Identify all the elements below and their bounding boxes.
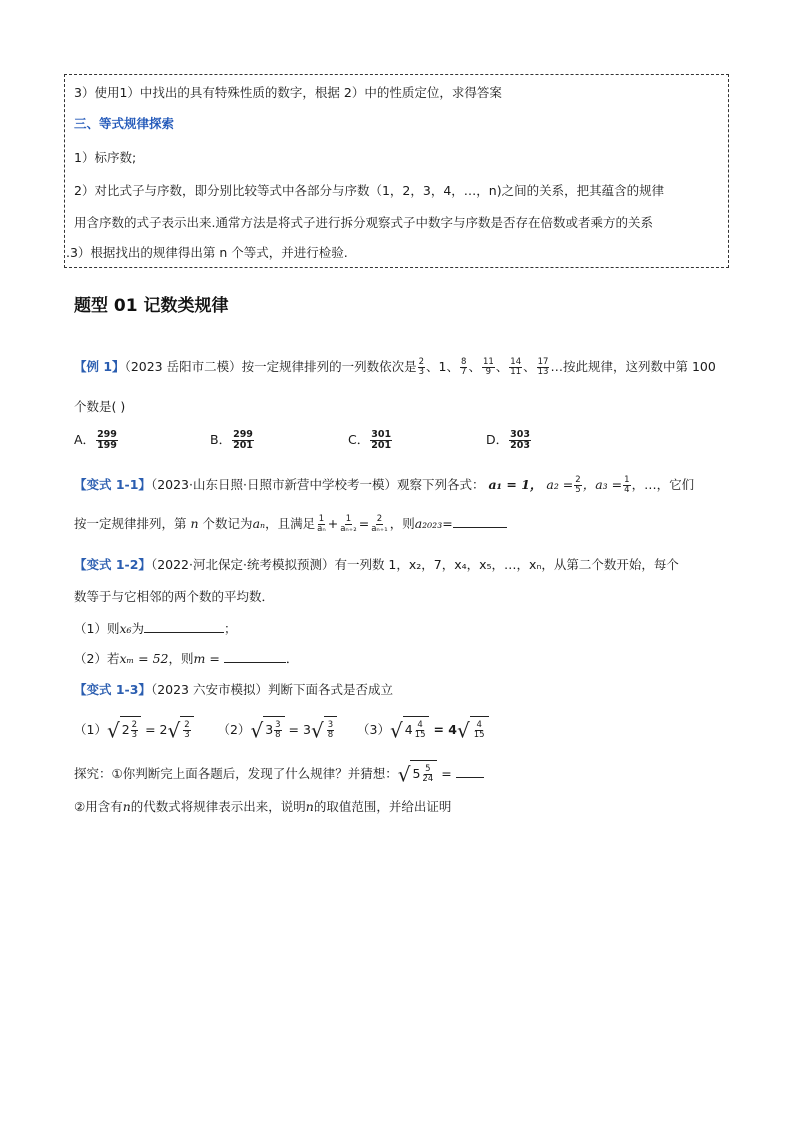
ex1-frac-4: $\frac{11}{9}$	[482, 357, 494, 377]
ex1-option-c: C． $\frac{301}{201}$	[348, 429, 392, 451]
var12-line-2: 数等于与它相邻的两个数的平均数．	[74, 589, 275, 604]
ex1-line-2: 个数是( )	[74, 399, 126, 414]
ex1-frac-5: $\frac{14}{11}$	[510, 357, 522, 377]
var13-item-2: （2）√ 3 $\frac{3}{8}$ = 3√ $\frac{3}{8}$	[217, 722, 337, 737]
method-box	[64, 74, 729, 268]
var11-tag: 【变式 1-1】	[74, 477, 151, 492]
ex1-tag: 【例 1】	[74, 359, 125, 374]
section-title: 题型 01 记数类规律	[74, 296, 229, 316]
var12-tag: 【变式 1-2】	[74, 557, 151, 572]
box-heading-3: 三、等式规律探索	[74, 116, 175, 131]
ex1-option-b: B． $\frac{299}{201}$	[210, 429, 253, 451]
var13-explore-blank	[456, 766, 484, 778]
ex1-frac-1: $\frac{2}{3}$	[418, 357, 425, 377]
var12-line-1: 【变式 1-2】（2022·河北保定·统考模拟预测）有一列数 1，x₂，7，x₄，x₅，…，xₙ，从第二个数开始，每个	[74, 557, 679, 572]
var11-a1: a₁ = 1，	[488, 477, 543, 492]
var13-line-1: 【变式 1-3】（2023 六安市模拟）判断下面各式是否成立	[74, 682, 393, 697]
var11-answer-blank	[453, 516, 507, 528]
ex1-line-1: 【例 1】（2023 岳阳市二模）按一定规律排列的一列数依次是 $\frac{2}{3}$ 、1、 $\frac{8}{7}$ 、 $\frac{11}{9}$ 、 $\frac{14}{11}$ 、 $\frac{17}{13}$ …按此规律，这列数中第 100	[74, 357, 716, 377]
var11-line-1: 【变式 1-1】（2023·山东日照·日照市新营中学校考一模）观察下列各式： a₁ = 1， a₂ = $\frac{2}{5}$ ，a₃ = $\frac{1}{4}$ ，…，它们	[74, 475, 695, 495]
box-step-2b: 用含序数的式子表示出来.通常方法是将式子进行拆分观察式子中数字与序数是否存在倍数或者乘方的关系	[74, 215, 653, 230]
box-step-1: 1）标序数;	[74, 150, 137, 165]
var13-q2: ②用含有n的代数式将规律表示出来，说明n的取值范围，并给出证明	[74, 799, 452, 814]
box-step-2a: 2）对比式子与序数，即分别比较等式中各部分与序数（1，2，3，4，…，n)之间的关系，把其蕴含的规律	[74, 183, 665, 198]
var13-tag: 【变式 1-3】	[74, 682, 151, 697]
ex1-frac-3: $\frac{8}{7}$	[461, 357, 467, 377]
var11-line-2: 按一定规律排列，第 n 个数记为aₙ，且满足 $\frac{1}{\text{aₙ}}$ + $\frac{1}{\text{aₙ₊₂}}$ = $\frac{2}{\text{aₙ₊₁}}$ ，则a₂₀₂₃=	[74, 515, 507, 534]
ex1-option-a: A． $\frac{299}{199}$	[74, 429, 117, 451]
var13-item-3: （3）√ 4 $\frac{4}{15}$ = 4√ $\frac{4}{15}$	[357, 722, 489, 737]
var12-q2-blank	[224, 651, 286, 663]
ex1-frac-6: $\frac{17}{13}$	[537, 357, 549, 377]
box-line-1: 3）使用1）中找出的具有特殊性质的数字，根据 2）中的性质定位，求得答案	[74, 85, 502, 100]
var12-q1-blank	[144, 621, 224, 633]
ex1-text-a: （2023 岳阳市二模）按一定规律排列的一列数依次是	[124, 359, 417, 374]
var12-q2: （2）若xₘ = 52，则m = ．	[74, 651, 299, 666]
var13-explore: 探究：①你判断完上面各题后，发现了什么规律？并猜想：√ 5 $\frac{5}{24}$ =	[74, 760, 484, 788]
ex1-one: 1	[438, 359, 447, 374]
box-step-3: .3）根据找出的规律得出第 n 个等式，并进行检验.	[66, 245, 348, 260]
ex1-option-d: D． $\frac{303}{203}$	[486, 429, 530, 451]
var13-item-1: （1）√ 2 $\frac{2}{3}$ = 2√ $\frac{2}{3}$	[74, 722, 194, 737]
var13-items	[74, 716, 489, 744]
var12-q1: （1）则x₆为 ；	[74, 621, 237, 636]
ex1-text-b: …按此规律，这列数中第 100	[550, 359, 716, 374]
